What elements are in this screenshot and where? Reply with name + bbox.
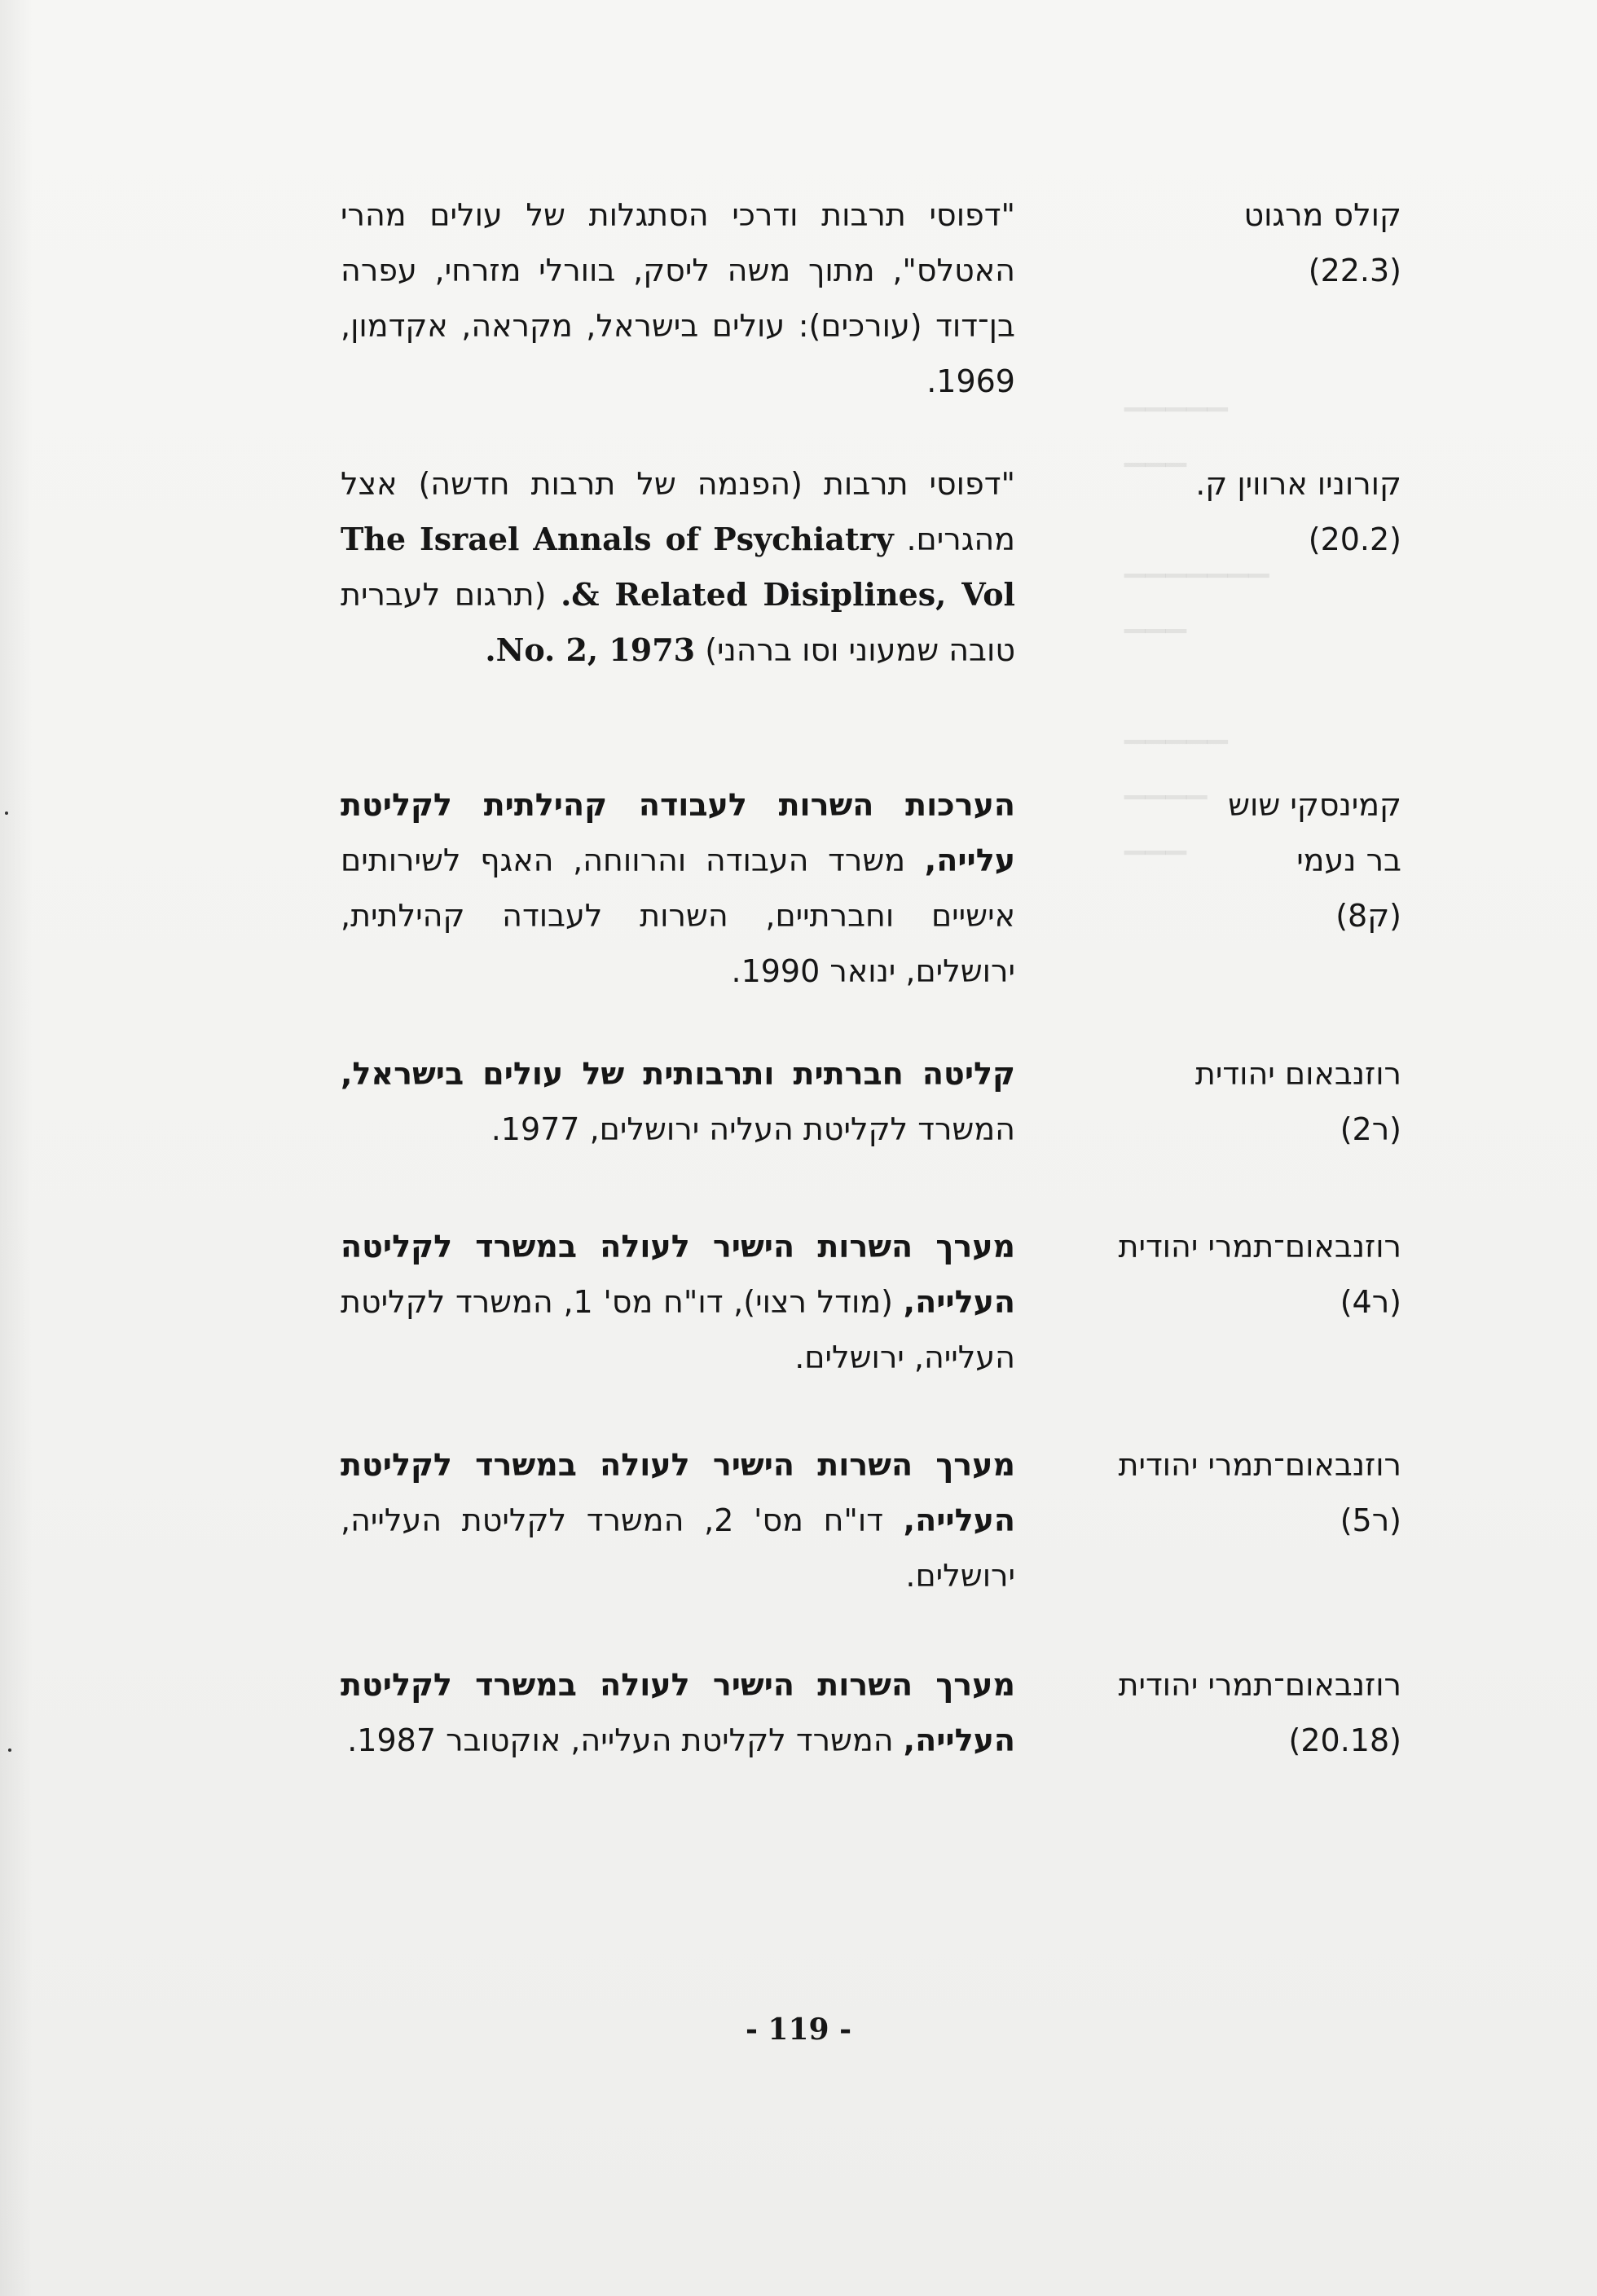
work-title: קליטה חברתית ותרבותית של עולים בישראל, <box>341 1056 1015 1092</box>
scan-speck <box>8 1748 11 1752</box>
work-text-hebrew: "דפוסי תרבות (הפנמה של תרבות חדשה) אצל מהגרים. <box>341 466 1015 557</box>
scan-speck <box>5 812 8 815</box>
page-number: - 119 - <box>745 2012 852 2047</box>
entry-author: רוזנבאום יהודית (ר2) <box>1194 1056 1401 1147</box>
entry-author: רוזנבאום־תמרי יהודית (ר4) <box>1118 1229 1401 1320</box>
entry-work <box>341 1219 1015 1385</box>
work-details: המשרד לקליטת העלייה, אוקטובר 1987. <box>347 1722 904 1758</box>
work-title: הערכות השרות לעבודה קהילתית לקליטת עלייה, <box>341 787 1015 878</box>
entry-work <box>341 1437 1015 1603</box>
entry-author: רוזנבאום־תמרי יהודית (20.18) <box>1118 1667 1401 1758</box>
entry-author: קמינסקי שוש בר נעמי (ק8) <box>1228 787 1401 934</box>
entry-work <box>341 777 1015 999</box>
work-title: מערך השרות הישיר לעולה במשרד לקליטה העלייה, <box>341 1229 1015 1320</box>
entry-work <box>341 1657 1015 1768</box>
work-title: מערך השרות הישיר לעולה במשרד לקליטת העלייה, <box>341 1447 1015 1538</box>
entry-work <box>341 187 1015 409</box>
work-details: משרד העבודה והרווחה, האגף לשירותים אישיים וחברתיים, השרות לעבודה קהילתית, ירושלים, ינואר 1990. <box>341 842 1015 989</box>
entry-author: רוזנבאום־תמרי יהודית (ר5) <box>1118 1447 1401 1538</box>
work-title: מערך השרות הישיר לעולה במשרד לקליטת העלייה, <box>341 1667 1015 1758</box>
issue-number: No. 2, 1973. <box>485 631 696 668</box>
bleed-through-text: ▁▁▁▁▁ ▁▁▁ ▁▁▁▁▁▁▁ ▁▁▁ ▁▁▁▁▁ ▁▁▁▁ ▁▁▁ <box>1124 380 1269 855</box>
work-details: (מודל רצוי), דו"ח מס' 1, המשרד לקליטת העלייה, ירושלים. <box>341 1284 1015 1375</box>
entry-work <box>341 456 1015 678</box>
journal-name: The Israel Annals of Psychiatry & Related Disiplines, Vol. <box>341 521 1015 613</box>
entry-work <box>341 1046 1015 1157</box>
work-details: דו"ח מס' 2, המשרד לקליטת העלייה, ירושלים. <box>341 1502 1015 1594</box>
entry-author: קולס מרגוט (22.3) <box>1243 197 1401 288</box>
page-edge-shadow <box>0 0 33 2296</box>
entry-author: קורוניו ארווין ק. (20.2) <box>1195 466 1401 557</box>
translation-note: (תרגום לעברית טובה שמעוני וסו ברהני) <box>341 577 1015 668</box>
work-details: המשרד לקליטת העליה ירושלים, 1977. <box>491 1111 1015 1147</box>
work-text: "דפוסי תרבות ודרכי הסתגלות של עולים מהרי האטלס", מתוך משה ליסק, בוורלי מזרחי, עפרה בן־דוד (עורכים): עולים בישראל, מקראה, אקדמון, 1969. <box>341 197 1015 399</box>
